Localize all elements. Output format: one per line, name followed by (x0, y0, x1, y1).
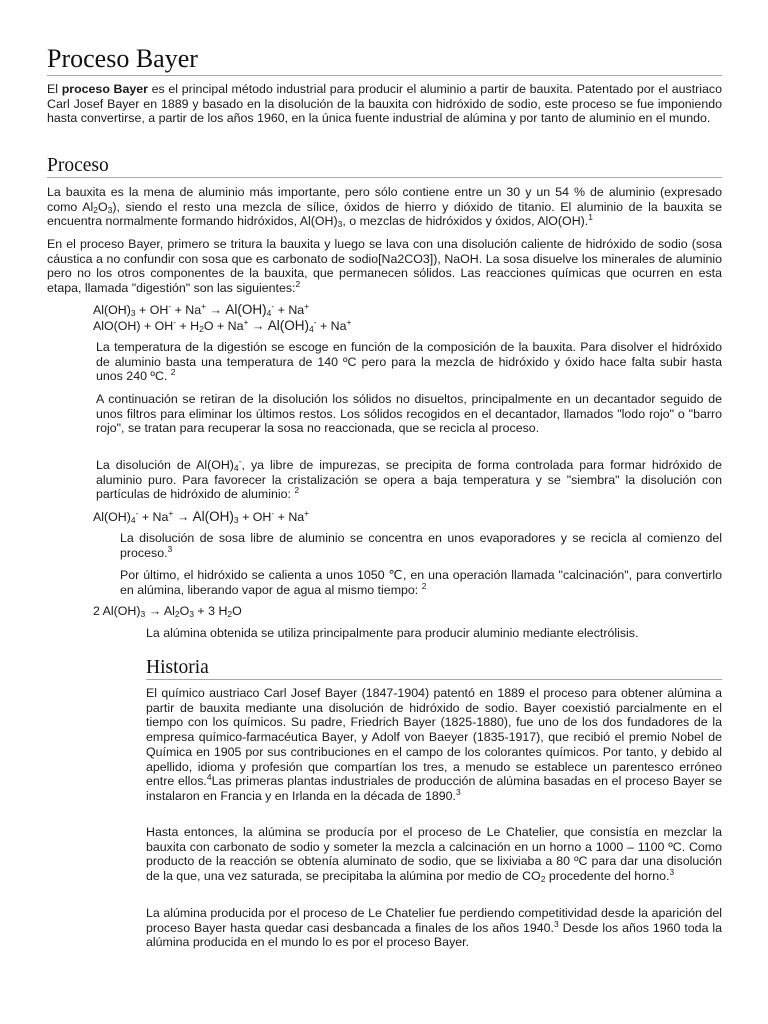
paragraph-competitividad: La alúmina producida por el proceso de Le Chatelier fue perdiendo competitividad desde la aparición del proceso Bayer hasta quedar casi desbancada a finales de los años 1940.$^3$ Desde los años 1960 toda la alúmina producida en el mundo lo es por el proceso Bayer. (146, 906, 722, 950)
section-rule (146, 679, 722, 680)
section-rule (47, 177, 722, 178)
equation-digestion-1: $Al(OH)_3 + OH^- + Na^+ \to Al(OH)_4^- + Na^+$ (93, 301, 310, 318)
paragraph-calcinacion: Por último, el hidróxido se calienta a unos 1050 ℃, en una operación llamada "calcinación", para convertirlo en alúmina, liberando vapor de agua al mismo tiempo: $^2$ (120, 568, 722, 597)
reference: 1 (588, 212, 593, 223)
paragraph-temperatura: La temperatura de la digestión se escoge en función de la composición de la bauxita. Para disolver el hidróxido de aluminio basta una temperatura de 140 ºC pero para la mezcla de hidróxido y óxido hace falta subir hasta unos 240 ºC. $^2$ (96, 340, 722, 384)
reference: 3 (167, 543, 173, 554)
equation-calcinacion: 2 $Al(OH)_3 \to Al_2O_3 + 3$ $H_2O$ (93, 604, 242, 619)
section-heading-historia: Historia (146, 657, 209, 678)
equation-digestion-2: $AlO(OH) + OH^- + H_2O + Na^+ \to Al(OH)_4^- + Na^+$ (93, 317, 352, 334)
reference: 2 (294, 485, 300, 496)
equation-precipitacion: $Al(OH)_4^- + Na^+ \to Al(OH)_3 + OH^- + Na^+$ (93, 508, 310, 525)
paragraph-bauxita: La bauxita es la mena de aluminio más importante, pero sólo contiene entre un 30 y un 54 % de aluminio (expresado como $Al_2O_3$), siendo el resto una mezcla de sílice, óxidos de hierro y dióxido de titanio. El aluminio de la bauxita se encuentra normalmente formando hidróxidos, $Al(OH)_3$, o mezclas de hidróxidos y óxidos, AlO(OH).$^1$ (47, 185, 722, 230)
section-heading-proceso: Proceso (47, 155, 109, 176)
page-title: Proceso Bayer (47, 44, 198, 73)
reference: 2 (421, 580, 427, 591)
bold-term: proceso Bayer (61, 82, 148, 96)
paragraph-decantador: A continuación se retiran de la disolución los sólidos no disueltos, principalmente en un decantador seguido de unos filtros para eliminar los últimos restos. Los sólidos recogidos en el decantador, llamados "lodo rojo" o "barro rojo", se tratan para recuperar la sosa no reaccionada, que se recicla al proceso. (96, 392, 722, 436)
intro-paragraph: El proceso Bayer es el principal método industrial para producir el aluminio a partir de bauxita. Patentado por el austriaco Carl Josef Bayer en 1889 y basado en la disolución de la bauxita con hidróxido de sodio, este proceso se fue imponiendo hasta convertirse, a partir de los años 1960, en la única fuente industrial de alúmina y por tanto de aluminio en el mundo. (47, 82, 722, 126)
paragraph-electrolisis: La alúmina obtenida se utiliza principalmente para producir aluminio mediante electrólisis. (146, 626, 639, 640)
reference: 4 (206, 772, 212, 783)
paragraph-precipitacion: La disolución de $Al(OH)_4^-$, ya libre de impurezas, se precipita de forma controlada para formar hidróxido de aluminio puro. Para favorecer la cristalización se opera a baja temperatura y se "siembra" la disolución con partículas de hidróxido de aluminio: $^2$ (96, 456, 722, 502)
reference: 3 (455, 786, 461, 797)
reference: 3 (554, 918, 559, 929)
paragraph-evaporadores: La disolución de sosa libre de aluminio se concentra en unos evaporadores y se recicla al comienzo del proceso.$^3$ (120, 531, 722, 560)
paragraph-proceso: En el proceso Bayer, primero se tritura la bauxita y luego se lava con una disolución caliente de hidróxido de sodio (sosa cáustica a no confundir con sosa que es carbonato de sodio[Na2CO3]), NaOH. La sosa disuelve los minerales de aluminio pero no los otros componentes de la bauxita, que permanecen sólidos. Las reacciones químicas que ocurren en esta etapa, llamada "digestión" son las siguientes:$^2$ (47, 237, 722, 296)
reference: 3 (669, 867, 675, 878)
paragraph-le-chatelier: Hasta entonces, la alúmina se producía por el proceso de Le Chatelier, que consistía en mezclar la bauxita con carbonato de sodio y someter la mezcla a calcinación en un horno a 1000 – 1100 ºC. Como producto de la reacción se obtenía aluminato de sodio, que se lixiviaba a 80 ºC para dar una disolución de la que, una vez saturada, se precipitaba la alúmina por medio de $CO_2$ procedente del horno.$^3$ (146, 825, 722, 885)
reference: 2 (295, 279, 301, 290)
paragraph-historia-bayer: El químico austriaco Carl Josef Bayer (1847-1904) patentó en 1889 el proceso para obtener alúmina a partir de bauxita mediante una disolución de hidróxido de sodio. Bayer coexistió parcialmente en el tiempo con los químicos. Su padre, Friedrich Bayer (1825-1880), fue uno de los dos fundadores de la empresa químico-farmacéutica Bayer, y Adolf von Baeyer (1835-1917), que recibió el premio Nobel de Química en 1905 por sus contribuciones en el campo de los colorantes químicos. Por tanto, y debido al apellido, idioma y profesión que compartían los tres, a menudo se establece un parentesco erróneo entre ellos.$^4$Las primeras plantas industriales de producción de alúmina basadas en el proceso Bayer se instalaron en Francia y en Irlanda en la década de 1890.$^3$ (146, 686, 722, 803)
reference: 2 (170, 367, 176, 378)
title-rule (47, 75, 722, 76)
